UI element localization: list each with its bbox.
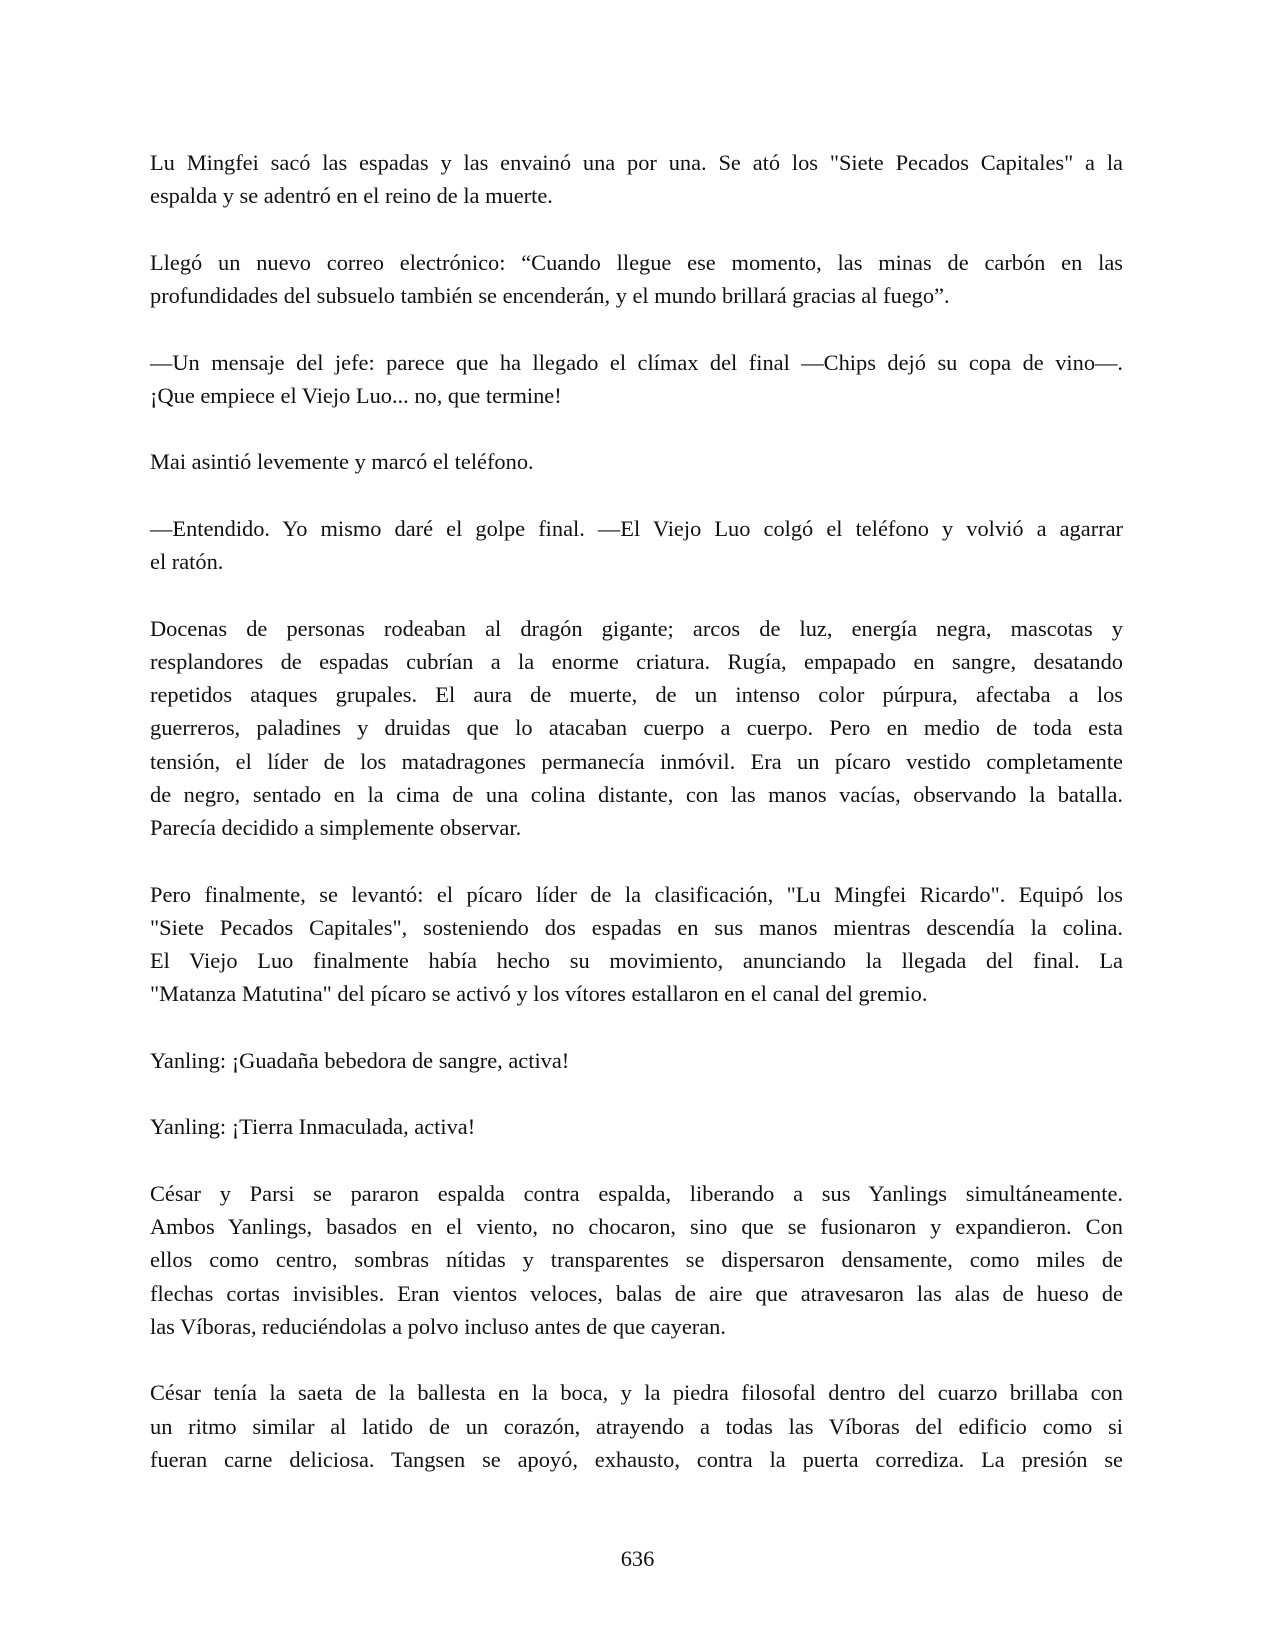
- page-number: 636: [620, 1546, 655, 1571]
- text-line: el ratón.: [150, 549, 224, 574]
- text-line: fueran carne deliciosa. Tangsen se apoyó, exhausto, contra la puerta corrediza. La presión se: [150, 1446, 1123, 1472]
- paragraph-8: [150, 1044, 1123, 1077]
- text-line: tensión, el líder de los matadragones permanecía inmóvil. Era un pícaro vestido completamente: [150, 748, 1123, 774]
- text-line: un ritmo similar al latido de un corazón, atrayendo a todas las Víboras del edificio como si: [150, 1413, 1123, 1439]
- text-line: las Víboras, reduciéndolas a polvo incluso antes de que cayeran.: [150, 1313, 726, 1339]
- text-line: El Viejo Luo finalmente había hecho su movimiento, anunciando la llegada del final. La: [150, 948, 1123, 973]
- text-line: Llegó un nuevo correo electrónico: “Cuando llegue ese momento, las minas de carbón en las: [150, 249, 1123, 275]
- paragraph-2: [150, 246, 1123, 313]
- text-line: Lu Mingfei sacó las espadas y las envainó una por una. Se ató los "Siete Pecados Capitales" a la: [150, 150, 1123, 175]
- text-line: Parecía decidido a simplemente observar.: [150, 815, 522, 840]
- text-line: de negro, sentado en la cima de una colina distante, con las manos vacías, observando la batalla.: [150, 781, 1123, 807]
- text-line: —Entendido. Yo mismo daré el golpe final. —El Viejo Luo colgó el teléfono y volvió a agarrar: [150, 515, 1123, 541]
- paragraph-7: [150, 878, 1123, 1011]
- paragraph-3: [150, 346, 1123, 413]
- text-line: Mai asintió levemente y marcó el teléfono.: [150, 449, 534, 475]
- text-line: —Un mensaje del jefe: parece que ha llegado el clímax del final —Chips dejó su copa de vino—.: [150, 349, 1123, 375]
- text-line: ¡Que empiece el Viejo Luo... no, que termine!: [150, 382, 562, 408]
- paragraph-6: [150, 612, 1123, 845]
- text-line: Docenas de personas rodeaban al dragón gigante; arcos de luz, energía negra, mascotas y: [150, 615, 1123, 641]
- text-line: Yanling: ¡Guadaña bebedora de sangre, activa!: [150, 1047, 570, 1073]
- text-line: Yanling: ¡Tierra Inmaculada, activa!: [150, 1114, 476, 1140]
- text-line: profundidades del subsuelo también se encenderán, y el mundo brillará gracias al fuego”.: [150, 283, 950, 308]
- text-line: resplandores de espadas cubrían a la enorme criatura. Rugía, empapado en sangre, desatando: [150, 648, 1123, 674]
- text-line: repetidos ataques grupales. El aura de muerte, de un intenso color púrpura, afectaba a los: [150, 682, 1123, 707]
- text-line: César y Parsi se pararon espalda contra espalda, liberando a sus Yanlings simultáneamente.: [150, 1180, 1123, 1206]
- paragraph-1: [150, 146, 1123, 213]
- text-line: guerreros, paladines y druidas que lo atacaban cuerpo a cuerpo. Pero en medio de toda esta: [150, 715, 1123, 741]
- paragraph-5: [150, 512, 1123, 579]
- paragraph-9: [150, 1110, 1123, 1143]
- text-line: "Matanza Matutina" del pícaro se activó y los vítores estallaron en el canal del gremio.: [150, 981, 928, 1007]
- paragraph-4: [150, 445, 1123, 478]
- text-line: "Siete Pecados Capitales", sosteniendo dos espadas en sus manos mientras descendía la colina.: [150, 914, 1123, 940]
- paragraph-10: [150, 1177, 1123, 1343]
- text-line: ellos como centro, sombras nítidas y transparentes se dispersaron densamente, como miles de: [150, 1247, 1123, 1273]
- text-line: Ambos Yanlings, basados en el viento, no chocaron, sino que se fusionaron y expandieron. Con: [150, 1214, 1123, 1239]
- paragraph-11: [150, 1376, 1123, 1476]
- page-body: [150, 146, 1123, 1509]
- text-line: Pero finalmente, se levantó: el pícaro líder de la clasificación, "Lu Mingfei Ricardo". Equipó los: [150, 881, 1123, 907]
- text-line: espalda y se adentró en el reino de la muerte.: [150, 183, 553, 209]
- text-line: César tenía la saeta de la ballesta en la boca, y la piedra filosofal dentro del cuarzo brillaba con: [150, 1380, 1123, 1406]
- text-line: flechas cortas invisibles. Eran vientos veloces, balas de aire que atravesaron las alas de hueso de: [150, 1280, 1123, 1306]
